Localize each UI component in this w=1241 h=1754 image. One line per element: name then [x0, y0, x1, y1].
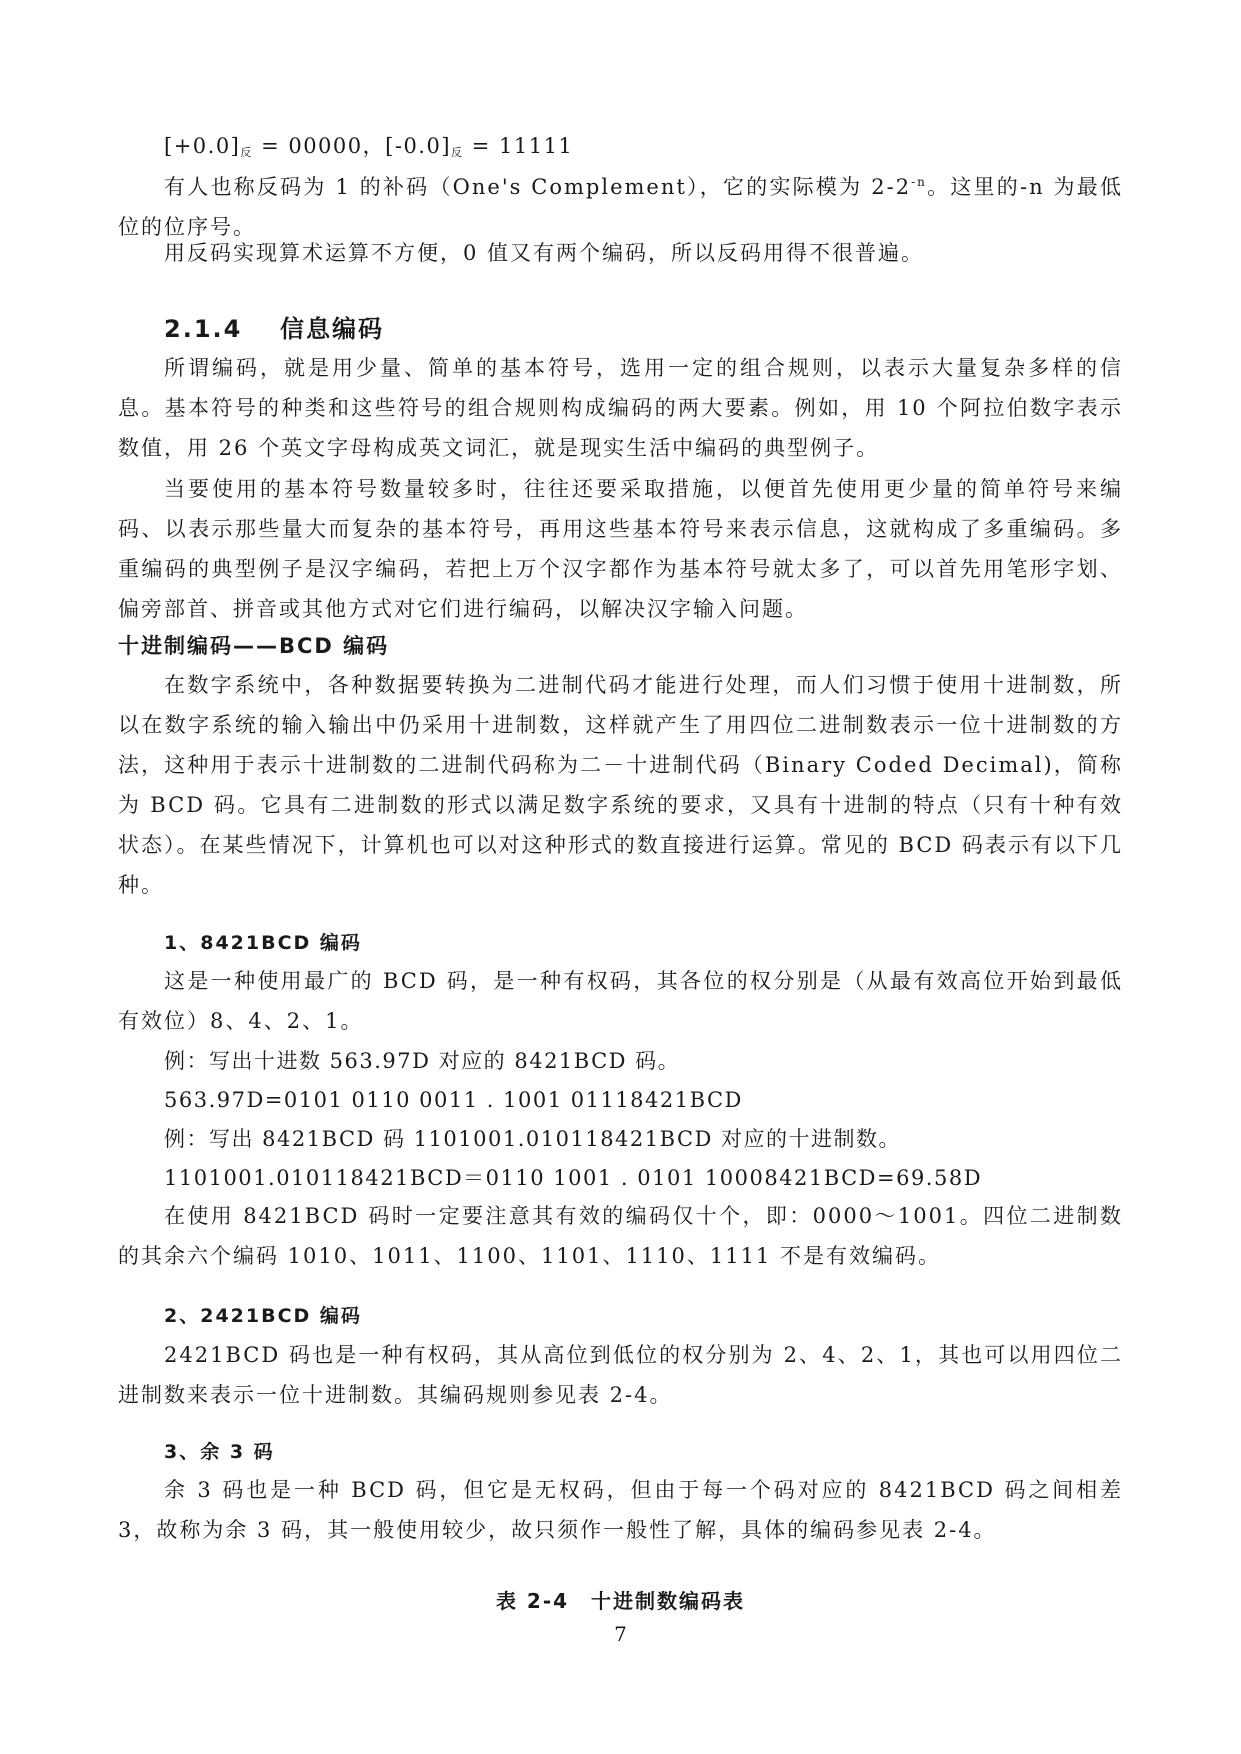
section-number: 2.1.4 [164, 315, 243, 343]
positive-zero-value: = 00000， [252, 134, 386, 158]
subscript-fan: 反 [451, 146, 464, 159]
heading-bcd: 十进制编码——BCD 编码 [118, 634, 390, 658]
heading-excess-3: 3、余 3 码 [164, 1441, 275, 1463]
negative-zero-value: = 11111 [463, 134, 574, 158]
heading-8421bcd: 1、8421BCD 编码 [164, 932, 362, 954]
example-1-label: 例：写出十进数 563.97D 对应的 8421BCD 码。 [164, 1049, 681, 1073]
table-caption [0, 1585, 1241, 1614]
table-title: 十进制数编码表 [591, 1589, 746, 1613]
section-title: 信息编码 [280, 315, 384, 343]
section-heading-2-1-4 [164, 309, 384, 344]
paragraph-ones-drawback: 用反码实现算术运算不方便，0 值又有两个编码，所以反码用得不很普遍。 [164, 241, 925, 265]
paragraph-coding-definition: 所谓编码，就是用少量、简单的基本符号，选用一定的组合规则，以表示大量复杂多样的信息。基本符号的种类和这些符号的组合规则构成编码的两大要素。例如，用 10 个阿拉伯数字表示数值，用 26 个英文字母构成英文词汇，就是现实生活中编码的典型例子。 [118, 356, 1123, 460]
paragraph-multi-coding: 当要使用的基本符号数量较多时，往往还要采取措施，以便首先使用更少量的简单符号来编码、以表示那些量大而复杂的基本符号，再用这些基本符号来表示信息，这就构成了多重编码。多重编码的典型例子是汉字编码，若把上万个汉字都作为基本符号就太多了，可以首先用笔形字划、偏旁部首、拼音或其他方式对它们进行编码，以解决汉字输入问题。 [118, 477, 1123, 621]
table-label: 表 2-4 [495, 1589, 570, 1613]
paragraph-ones-complement: 有人也称反码为 1 的补码（One's Complement），它的实际模为 $2-2^{-n}$。这里的-n 为最低位的位序号。 [118, 175, 1123, 239]
paragraph-2421bcd: 2421BCD 码也是一种有权码，其从高位到低位的权分别为 2、4、2、1，其也可以用四位二进制数来表示一位十进制数。其编码规则参见表 2-4。 [118, 1343, 1123, 1407]
example-2-result: 1101001.010118421BCD＝0110 1001 . 0101 10008421BCD=69.58D [164, 1166, 983, 1190]
paragraph-8421bcd-valid-codes: 在使用 8421BCD 码时一定要注意其有效的编码仅十个，即：0000～1001。四位二进制数的其余六个编码 1010、1011、1100、1101、1110、1111 不是有效编码。 [118, 1204, 1123, 1268]
page-number: 7 [614, 1622, 627, 1646]
positive-zero: [+0.0] [164, 134, 241, 158]
paragraph-bcd: 在数字系统中，各种数据要转换为二进制代码才能进行处理，而人们习惯于使用十进制数，所以在数字系统的输入输出中仍采用十进制数，这样就产生了用四位二进制数表示一位十进制数的方法，这种用于表示十进制数的二进制代码称为二－十进制代码（Binary Coded Decimal)，简称为 BCD 码。它具有二进制数的形式以满足数字系统的要求，又具有十进制的特点（只有十种有效状态）。在某些情况下，计算机也可以对这种形式的数直接进行运算。常见的 BCD 码表示有以下几种。 [118, 673, 1123, 897]
heading-2421bcd: 2、2421BCD 编码 [164, 1305, 362, 1327]
subscript-fan: 反 [240, 146, 253, 159]
example-1-result: 563.97D=0101 0110 0011 . 1001 01118421BCD [164, 1088, 743, 1112]
negative-zero: [-0.0] [385, 134, 452, 158]
paragraph-excess-3: 余 3 码也是一种 BCD 码，但它是无权码，但由于每一个码对应的 8421BCD 码之间相差 3，故称为余 3 码，其一般使用较少，故只须作一般性了解，具体的编码参见表 2-4。 [118, 1478, 1123, 1542]
paragraph-8421bcd: 这是一种使用最广的 BCD 码，是一种有权码，其各位的权分别是（从最有效高位开始到最低有效位）8、4、2、1。 [118, 969, 1123, 1033]
example-2-label: 例：写出 8421BCD 码 1101001.010118421BCD 对应的十进制数。 [164, 1127, 902, 1151]
